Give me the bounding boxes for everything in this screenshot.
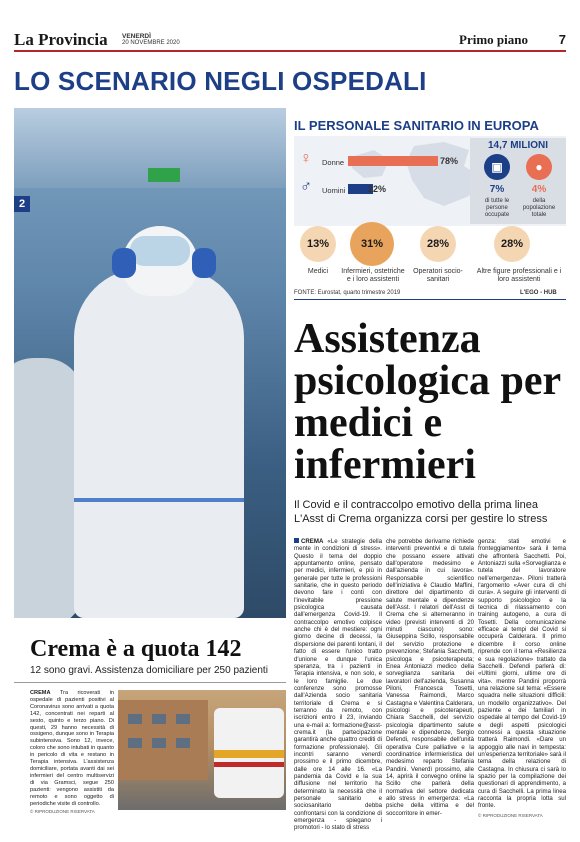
newspaper-logo: La Provincia [14,30,108,49]
protective-suit [74,268,244,618]
category-nurses-label: Infermieri, ostetriche e i loro assistenti [341,268,405,283]
briefcase-icon: ▣ [484,154,510,180]
right-glove [192,248,216,278]
page-kicker: LO SCENARIO NEGLI OSPEDALI [14,66,427,96]
female-icon: ♀ [300,150,312,167]
secondary-divider [14,682,286,683]
category-others-label: Altre figure professionali e i loro assistenti [476,268,562,283]
women-label: Donne [322,158,345,167]
article-subhead: Il Covid e il contraccolpo emotivo della prima linea L'Asst di Crema organizza corsi per gestire lo stress [294,499,548,525]
women-pct: 78% [440,156,459,166]
article-column-1-text: «Le strategie della mente in condizioni di stress». Questo il tema del doppio appuntamento online, pensato per medici, infermieri, e più in generale per tutte le professioni sanitarie, che in questo periodo devono fare i conti con l'inevitabile pressione psicologica causata dall'emergenza Covid-19. Il contraccolpo emotivo colpisce anche chi è del mestiere: ogni giorno decine di decessi, la dispersione dei parenti lontani, il fatto di essere l'unico tratto d'unione e dunque l'unica speranza, tra i pazienti in Terapia intensiva, e non solo, e le loro famiglie. Le due conferenze sono promosse dall'Azienda socio sanitaria territoriale di Crema e si terranno da remoto, con iscrizioni entro il 23, inviando una e-mail a: formazione@asst-crema.it (la partecipazione garantirà anche quattro crediti di formazione professionale). Gli incontri saranno venerdì prossimo e il primo dicembre, dalle ore 14 alle 16. «La pandemia da Covid e la sua diffusione nel territorio ha determinato la necessità che il personale sanitario e sociosanitario debba confrontarsi con la condizione di emergenza - spiegano i promotori - lo stato di stress [294,538,382,832]
issue-weekday: VENERDÌ [122,33,151,40]
building-window [176,738,190,748]
secondary-headline: Crema è a quota 142 [30,636,242,662]
article-column-3-text: genza: stati emotivi e fronteggiamento» sarà il tema che affronterà Sacchetti. Poi, Antoniazzi sulla «Sorveglianza e tutela del lavoratore nell'emergenza». Piloni tratterà l'argomento «Aver cura di chi cura». A seguire gli interventi di supporto psicologico e la tecnica di rilassamento con training autogeno, a cura di Tosetti. Della comunicazione efficace ai tempi del Covid si occuperà Calderara. Il primo dicembre il corso online riprende con il tema «Resilienza e sua regolazione» trattato da Sacchelli. Defendi parlerà di: «Ultimi giorni, ultime ore di vita». mentre Pandini proporrà una relazione sul tema: «Essere squadra nelle situazioni difficili: un modello organizzativo». Del paziente e dei familiari in ospedale al tempo del Covid-19 e degli aspetti psicologici connessi a questa situazione tratterà Raimondi. «Dare un appoggio alle navi in tempesta: un'esperienza territoriale» sarà il tema della relazione di Castagna. In chiusura ci sarà lo spazio per la compilazione dei questionari di apprendimento, a cura di Sacchelli. La prima linea racconta la propria lotta sul fronte. [478,538,566,810]
ambulance-photo [118,690,286,810]
category-others-circle: 28% [494,226,530,262]
category-doctors-label: Medici [307,268,329,275]
issue-date [122,33,180,47]
category-nurses-circle: 31% [350,222,394,266]
article-column-1 [294,538,382,832]
article-column-2-text: che potrebbe derivarne richiede interventi preventivi e di tutela che possano essere attivati dall'operatore medesimo e dall'azienda in cui lavora». Responsabile scientifico dell'iniziativa è Claudio Maffini, direttore del dipartimento di salute mentale e dipendenze dell'Asst. I relatori dell'Asst di Crema che si alterneranno in video (previsti interventi di 20 minuti ciascuno) sono: Giuseppina Scillo, responsabile del servizio protezione e prevenzione; Stefania Sacchetti, psicologa e psicoterapeuta; Enea Antoniazzi medico della sorveglianza sanitaria dei lavoratori dell'azienda, Susanna Piloni, Francesca Tosetti, Vanessa Raimondi, Marco Castagna e Valentina Calderara, psicologi e psicoterapeuti, Chiara Sacchelli, del servizio psicologia dipartimento salute mentale e dipendenze, Sergio Defendi, responsabile dell'unità operativa Cure palliative e la coordinatrice infermieristica del medesimo reparto Stefania Pandini. Venerdì prossimo, alle 14, aprirà il convegno online la Scillo che parlerà della normativa del settore dedicata allo stress in emergenza: «La psiche della vittima e del soccorritore in emer- [386,538,474,817]
secondary-subhead: 12 sono gravi. Assistenza domiciliare per 250 pazienti [30,665,268,676]
building-window [152,714,166,724]
building-window [128,738,142,748]
building-window [128,714,142,724]
secondary-article-body [30,690,114,816]
article-column-2 [386,538,474,817]
employed-label: di tutte le persone occupate [484,198,510,218]
suit-stripe [74,498,244,502]
secondary-credit: © RIPRODUZIONE RISERVATA [30,809,95,815]
face-visor [130,236,190,266]
ambulance-stripe-red [214,762,284,767]
infographic-title: IL PERSONALE SANITARIO IN EUROPA [294,118,566,137]
male-icon: ♂ [300,178,312,195]
men-label: Uomini [322,186,346,195]
infographic-divider [294,299,566,300]
people-icon: ● [526,154,552,180]
infographic-source: FONTE: Eurostat, quarto trimestre 2019 [294,290,401,296]
article-column-3 [478,538,566,819]
category-operators-label: Operatori socio-sanitari [413,268,463,283]
main-photo-healthcare-worker [14,108,286,618]
building-window [176,714,190,724]
article-dateline: CREMA [301,538,324,545]
population-pct: 4% [531,184,547,195]
section-name: Primo piano [459,32,528,47]
building-window [152,738,166,748]
photo-tag: 2 [14,196,30,212]
masthead [14,30,566,52]
population-label: della popolazione totale [522,198,556,218]
infographic-brand: L'EGO - HUB [520,290,557,296]
article-credit: © RIPRODUZIONE RISERVATA [478,812,543,818]
women-bar [348,156,438,166]
lead-square-icon [294,538,299,543]
men-pct: 22% [368,184,387,194]
secondary-body-text: Tra ricoverati in ospedale di pazienti positivi al Coronavirus sono arrivati a quota 142, concentrati nei reparti al sesto, quinto e terzo piano. Di questi, 29 hanno necessità di ossigeno, dunque sono in Terapia subintensiva. Sono 12, invece, coloro che sono intubati in quanto in pericolo di vita e restano in Terapia intensiva. L'assistenza domiciliare, portata avanti dai sei infermieri del centro multiservizi di via Gramsci, segue 250 pazienti: vengono assistiti da remoto e sono oggetto di periodiche visite di controllo. [30,690,115,807]
secondary-dateline: CREMA [30,690,51,696]
article-headline: Assistenza psicologica per medici e infermieri [294,316,561,488]
left-glove [112,248,136,278]
issue-date-text: 20 NOVEMBRE 2020 [122,40,180,46]
exit-sign [148,168,180,182]
page-number: 7 [558,32,566,47]
ambulance-stripe [214,750,284,758]
category-operators-circle: 28% [420,226,456,262]
total-workers-headline: 14,7 MILIONI [487,140,548,151]
total-workers-box [470,138,566,224]
employed-pct: 7% [489,184,505,195]
category-doctors-circle: 13% [300,226,336,262]
